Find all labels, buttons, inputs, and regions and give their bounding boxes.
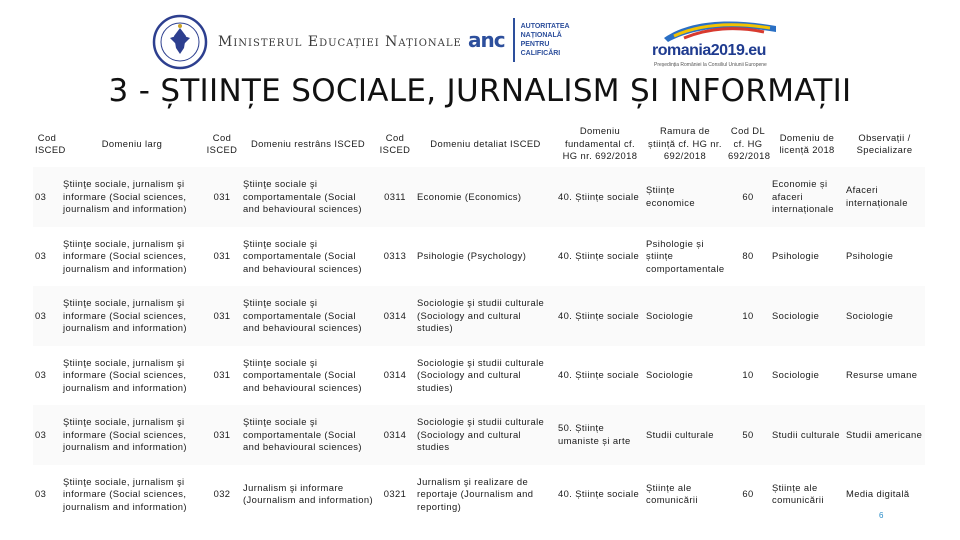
romania2019-logo xyxy=(650,16,785,70)
table-row xyxy=(33,346,925,406)
table-row xyxy=(33,405,925,465)
table-cell: Ştiinţe sociale şi comportamentale (Social and behavioural sciences) xyxy=(243,237,362,274)
table-cell: 03 xyxy=(35,488,47,499)
table-cell: 60 xyxy=(742,488,754,499)
table-row xyxy=(33,227,925,287)
table-cell: Sociologie xyxy=(846,309,894,321)
table-cell: 40. Științe sociale xyxy=(558,190,640,202)
table-cell: 031 xyxy=(213,190,231,202)
table-cell: Ştiinţe sociale, jurnalism şi informare (Social sciences, journalism and information) xyxy=(63,416,187,452)
table-cell: 0313 xyxy=(383,250,407,261)
table-cell: Sociologie şi studii culturale (Sociology and cultural studies) xyxy=(417,297,545,333)
table-header-row xyxy=(33,121,925,167)
table-cell: Sociologie xyxy=(646,309,694,321)
table-cell: 031 xyxy=(213,309,231,321)
col-header: Ramura de știință cf. HG nr. 692/2018 xyxy=(648,125,722,162)
table-cell: 031 xyxy=(213,369,231,380)
table-cell: 03 xyxy=(35,250,47,261)
table-cell: Ştiinţe sociale, jurnalism şi informare (Social sciences, journalism and information) xyxy=(63,178,187,214)
romania-swoosh-icon xyxy=(660,16,780,42)
col-header: Cod DL cf. HG 692/2018 xyxy=(728,125,771,162)
table-cell: Ştiinţe sociale, jurnalism şi informare (Social sciences, journalism and information) xyxy=(63,475,187,512)
table-cell: Ştiinţe sociale şi comportamentale (Social and behavioural sciences) xyxy=(243,416,362,452)
table-cell: 03 xyxy=(35,428,47,440)
table-cell: 0314 xyxy=(383,309,407,321)
ministry-seal-icon xyxy=(150,14,210,70)
col-header: Cod ISCED xyxy=(206,131,238,155)
col-header: Domeniu de licență 2018 xyxy=(779,131,835,155)
table-cell: Media digitală xyxy=(846,488,910,499)
page-number: 6 xyxy=(879,511,884,520)
table-row xyxy=(33,465,925,525)
table-cell: Ştiinţe sociale, jurnalism şi informare (Social sciences, journalism and information) xyxy=(63,297,187,333)
col-header: Domeniu fundamental cf. HG nr. 692/2018 xyxy=(562,125,638,162)
table-cell: 03 xyxy=(35,369,47,380)
table-cell: Psihologie xyxy=(772,250,820,261)
table-cell: 80 xyxy=(742,250,754,261)
romania-logo-text: romania2019.eu xyxy=(652,42,766,59)
table-cell: Studii culturale xyxy=(646,428,714,440)
isced-table xyxy=(33,121,925,524)
table-cell: Științe ale comunicării xyxy=(772,481,824,506)
table-cell: Sociologie xyxy=(646,369,694,380)
table-cell: Psihologie (Psychology) xyxy=(417,250,527,261)
table-cell: Ştiinţe sociale, jurnalism şi informare (Social sciences, journalism and information) xyxy=(63,356,187,393)
table-cell: Sociologie şi studii culturale (Sociology and cultural studies) xyxy=(417,356,545,393)
col-header: Cod ISCED xyxy=(35,131,66,155)
ministry-name: Ministerul Educației Naționale xyxy=(218,34,462,50)
table-cell: 10 xyxy=(742,369,754,380)
table-cell: Economie (Economics) xyxy=(417,190,522,202)
page-title: 3 - ȘTIINȚE SOCIALE, JURNALISM ȘI INFORMAȚII xyxy=(108,73,852,109)
table-row xyxy=(33,167,925,227)
table-cell: Sociologie xyxy=(772,369,820,380)
table-cell: Ştiinţe sociale, jurnalism şi informare (Social sciences, journalism and information) xyxy=(63,237,187,274)
table-cell: Ştiinţe sociale şi comportamentale (Social and behavioural sciences) xyxy=(243,178,362,214)
anc-name: AUTORITATEA NAȚIONALĂ PENTRU CALIFICĂRI xyxy=(520,23,570,57)
table-cell: 40. Științe sociale xyxy=(558,309,640,321)
col-header: Domeniu restrâns ISCED xyxy=(250,137,366,149)
anc-logo xyxy=(468,18,570,62)
table-cell: Sociologie şi studii culturale (Sociology and cultural studies xyxy=(417,416,545,452)
table-cell: 0321 xyxy=(383,488,407,499)
logo-bar xyxy=(0,8,960,70)
table-cell: Jurnalism şi realizare de reportaje (Journalism and reporting) xyxy=(417,475,534,512)
table-cell: 40. Științe sociale xyxy=(558,250,640,261)
table-cell: 031 xyxy=(213,428,231,440)
table-cell: 40. Științe sociale xyxy=(558,488,640,499)
table-cell: 50 xyxy=(742,428,754,440)
table-cell: Științe ale comunicării xyxy=(646,481,698,506)
table-cell: 50. Științe umaniste și arte xyxy=(558,422,631,446)
table-cell: 032 xyxy=(213,488,231,499)
table-cell: Ştiinţe sociale şi comportamentale (Social and behavioural sciences) xyxy=(243,356,362,393)
table-cell: 60 xyxy=(742,190,754,202)
table-cell: Jurnalism şi informare (Journalism and information) xyxy=(243,481,373,506)
anc-divider xyxy=(513,18,515,62)
table-row xyxy=(33,286,925,346)
col-header: Domeniu detaliat ISCED xyxy=(430,137,541,149)
anc-mark: anc xyxy=(468,28,505,52)
table-cell: 031 xyxy=(213,250,231,261)
table-cell: 0311 xyxy=(384,190,406,202)
table-cell: Studii americane xyxy=(846,428,923,440)
col-header: Observații / Specializare xyxy=(856,131,913,155)
table-cell: Studii culturale xyxy=(772,428,840,440)
col-header: Domeniu larg xyxy=(101,137,163,149)
table-cell: Sociologie xyxy=(772,309,820,321)
table-cell: Economie și afaceri internaționale xyxy=(772,178,834,214)
ministry-logo xyxy=(150,14,462,70)
table-cell: 03 xyxy=(35,309,47,321)
table-cell: Afaceri internaționale xyxy=(846,184,908,208)
table-cell: Psihologie și științe comportamentale xyxy=(646,237,725,274)
table-cell: 10 xyxy=(742,309,754,321)
table-cell: Resurse umane xyxy=(846,369,918,380)
table-cell: 03 xyxy=(35,190,47,202)
table-cell: Științe economice xyxy=(646,184,695,208)
table-cell: Psihologie xyxy=(846,250,894,261)
col-header: Cod ISCED xyxy=(379,131,411,155)
table-cell: Ştiinţe sociale şi comportamentale (Social and behavioural sciences) xyxy=(243,297,362,333)
romania-logo-subtitle: Președinția României la Consiliul Uniunii Europene xyxy=(654,62,767,68)
table-cell: 0314 xyxy=(383,369,407,380)
table-cell: 0314 xyxy=(383,428,407,440)
table-cell: 40. Științe sociale xyxy=(558,369,640,380)
